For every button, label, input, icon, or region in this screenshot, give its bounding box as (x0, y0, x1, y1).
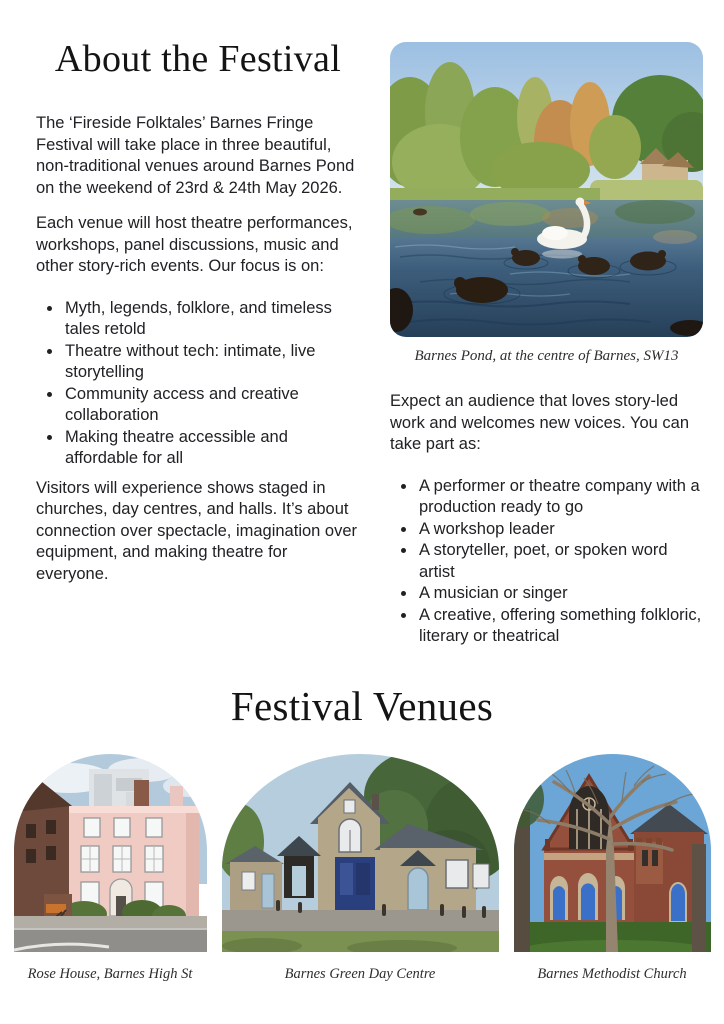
list-item: • A musician or singer (417, 583, 703, 605)
methodist-church-photo (514, 754, 711, 952)
about-text-column (36, 26, 360, 656)
list-item: • A storyteller, poet, or spoken word artist (417, 540, 703, 583)
pond-photo-figure (390, 42, 703, 365)
list-item: • Community access and creative collaboration (63, 384, 360, 427)
participate-intro: Expect an audience that loves story-led work and welcomes new voices. You can take part as: (390, 392, 689, 453)
about-paragraph-2: Each venue will host theatre performances, workshops, panel discussions, music and other story-rich events. Our focus is on: (36, 214, 353, 276)
list-item: • A creative, offering something folkloric, literary or theatrical (417, 605, 703, 648)
list-item: • Myth, legends, folklore, and timeless tales retold (63, 298, 360, 341)
venue-row (0, 754, 724, 983)
page-title: About the Festival (54, 38, 342, 80)
list-item: • Making theatre accessible and affordable for all (63, 427, 360, 470)
focus-list (36, 298, 360, 470)
venue-methodist-church (514, 754, 711, 983)
participate-list (390, 476, 703, 648)
venue-caption: Barnes Green Day Centre (284, 965, 436, 982)
list-item: • Theatre without tech: intimate, live storytelling (63, 341, 360, 384)
list-item: • A workshop leader (417, 519, 703, 541)
venue-rose-house (14, 754, 207, 983)
venue-caption: Rose House, Barnes High St (27, 965, 193, 982)
venue-day-centre (222, 754, 499, 983)
venue-caption: Barnes Methodist Church (537, 965, 687, 982)
day-centre-photo (222, 754, 499, 952)
rose-house-photo (14, 754, 207, 952)
barnes-pond-photo (390, 42, 703, 337)
list-item: • A performer or theatre company with a production ready to go (417, 476, 703, 519)
about-closing-paragraph: Visitors will experience shows staged in churches, day centres, and halls. It’s about connection over spectacle, imagination over equipment, and making theatre for everyone. (36, 478, 358, 583)
venues-title: Festival Venues (230, 682, 494, 729)
pond-column (390, 26, 703, 656)
pond-photo-caption: Barnes Pond, at the centre of Barnes, SW13 (414, 348, 679, 364)
venues-section (0, 680, 724, 983)
about-paragraph-1: The ‘Fireside Folktales’ Barnes Fringe Festival will take place in three beautiful, non-traditional venues around Barnes Pond on the weekend of 23rd & 24th May 2026. (36, 114, 355, 197)
